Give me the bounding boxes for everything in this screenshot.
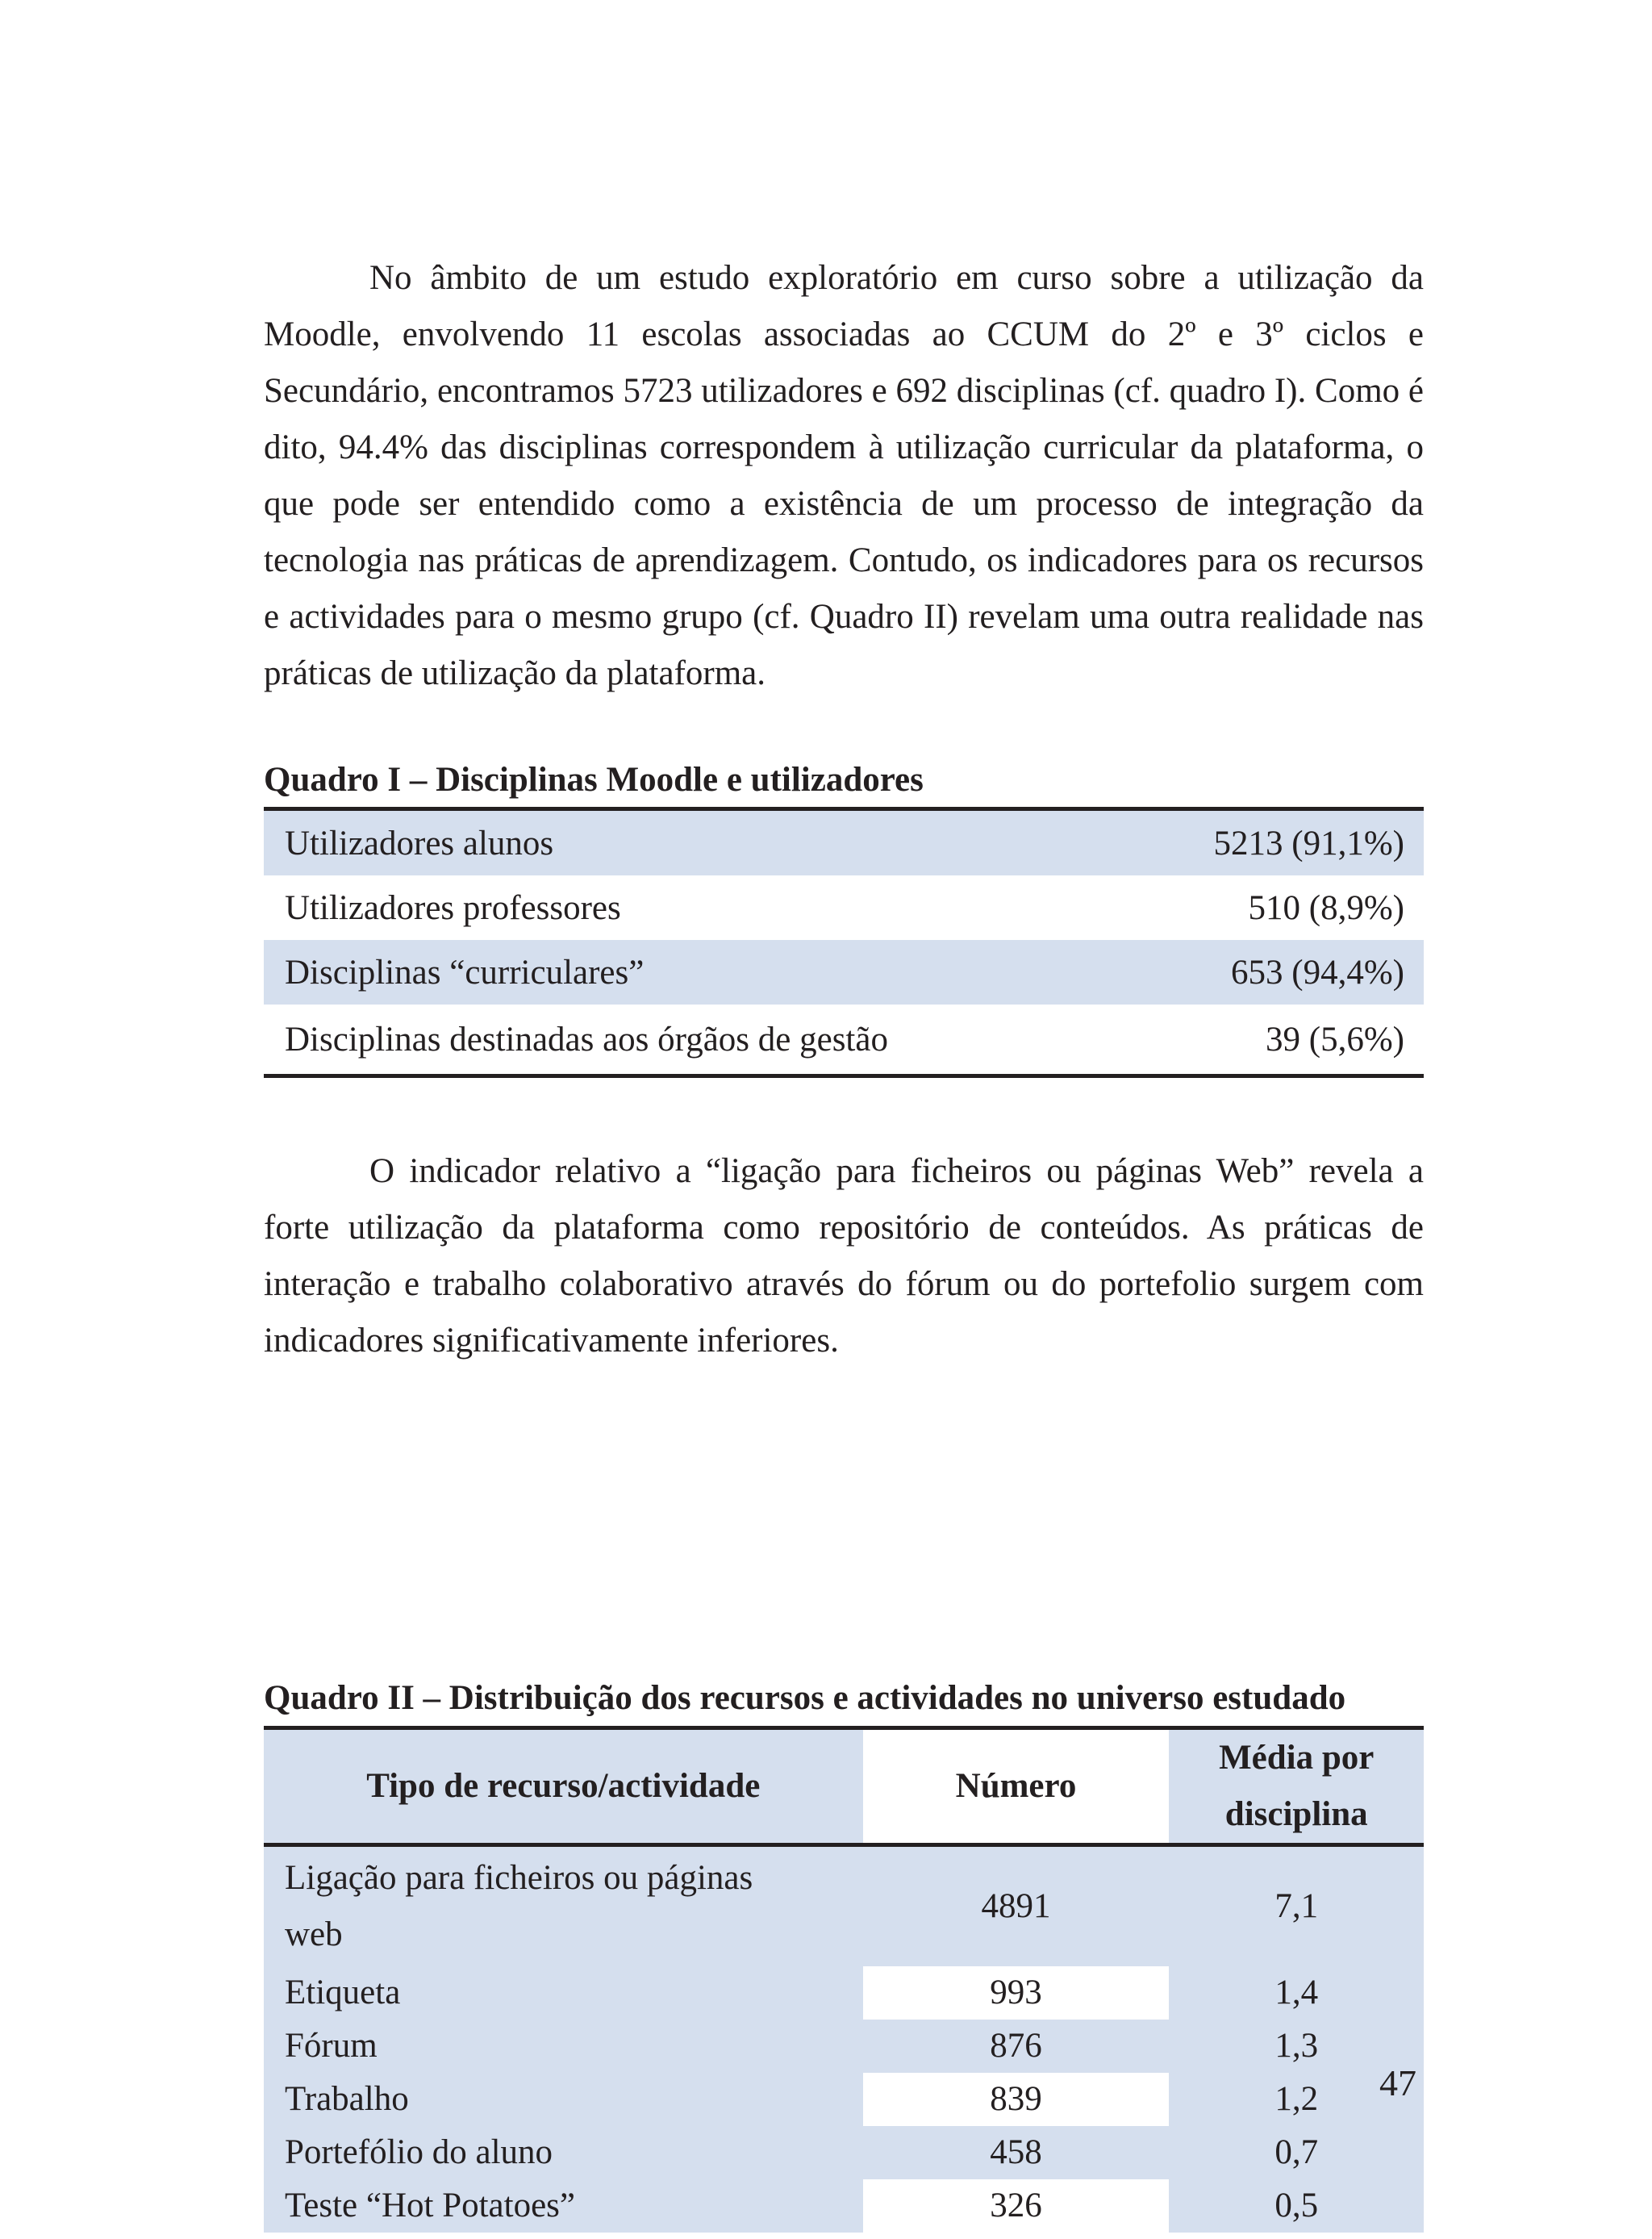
table-row — [264, 1966, 1424, 2020]
table-row — [264, 1845, 1424, 1967]
table-row — [264, 875, 1424, 940]
page-number: 47 — [1379, 2062, 1416, 2103]
row-value: 39 (5,6%) — [1266, 1020, 1404, 1059]
cell-media: 0,5 — [1169, 2179, 1424, 2233]
cell-tipo-text: Ligação para ficheiros ou páginas web — [285, 1859, 753, 1953]
row-label: Utilizadores professores — [285, 888, 621, 927]
table-row — [264, 2073, 1424, 2126]
paragraph-1: No âmbito de um estudo exploratório em curso sobre a utilização da Moodle, envolvendo 11 escolas associadas ao CCUM do 2º e 3º ciclos e Secundário, encontramos 5723 utilizadores e 692 disciplinas (cf. quadro I). Como é dito, 94.4% das disciplinas correspondem à utilização curricular da plataforma, o que pode ser entendido como a existência de um processo de integração da tecnologia nas práticas de aprendizagem. Contudo, os indicadores para os recursos e actividades para o mesmo grupo (cf. Quadro II) revelam uma outra realidade nas práticas de utilização da plataforma. — [264, 259, 1424, 692]
header-media — [1169, 1728, 1424, 1845]
cell-media: 1,4 — [1169, 1966, 1424, 2020]
cell-media: 1,2 — [1169, 2073, 1424, 2126]
cell-numero: 876 — [863, 2020, 1170, 2073]
cell-tipo: Trabalho — [264, 2073, 863, 2126]
header-media-line2: disciplina — [1224, 1795, 1368, 1833]
cell-numero: 458 — [863, 2126, 1170, 2179]
quadro-1-caption: Quadro I – Disciplinas Moodle e utilizadores — [264, 761, 924, 799]
table-row — [264, 940, 1424, 1005]
cell-numero: 839 — [863, 2073, 1170, 2126]
header-numero: Número — [863, 1728, 1170, 1845]
quadro-2-table — [264, 1726, 1424, 2233]
row-value: 510 (8,9%) — [1248, 888, 1404, 927]
table-row — [264, 2020, 1424, 2073]
table-row — [264, 1005, 1424, 1074]
row-value: 653 (94,4%) — [1231, 953, 1404, 992]
row-label: Disciplinas destinadas aos órgãos de gestão — [285, 1020, 888, 1059]
table-header-row — [264, 1728, 1424, 1845]
paragraph-2-wrapper — [264, 1143, 1424, 1369]
quadro-1-table — [264, 807, 1424, 1078]
header-media-line1: Média por — [1219, 1739, 1375, 1777]
cell-tipo: Portefólio do aluno — [264, 2126, 863, 2179]
cell-media: 7,1 — [1169, 1845, 1424, 1967]
paragraph-2: O indicador relativo a “ligação para ficheiros ou páginas Web” revela a forte utilização da plataforma como repositório de conteúdos. As práticas de interação e trabalho colaborativo através do fórum ou do portefolio surgem com indicadores significativamente inferiores. — [264, 1152, 1424, 1360]
table-row — [264, 2179, 1424, 2233]
cell-tipo: Teste “Hot Potatoes” — [264, 2179, 863, 2233]
cell-tipo: Etiqueta — [264, 1966, 863, 2020]
header-tipo: Tipo de recurso/actividade — [264, 1728, 863, 1845]
row-label: Utilizadores alunos — [285, 824, 554, 863]
table-row — [264, 2126, 1424, 2179]
quadro-2-caption: Quadro II – Distribuição dos recursos e actividades no universo estudado — [264, 1679, 1346, 1717]
cell-numero: 4891 — [863, 1845, 1170, 1967]
table-row — [264, 811, 1424, 875]
cell-media: 1,3 — [1169, 2020, 1424, 2073]
cell-tipo — [264, 1845, 863, 1967]
cell-numero: 993 — [863, 1966, 1170, 2020]
cell-media: 0,7 — [1169, 2126, 1424, 2179]
row-value: 5213 (91,1%) — [1213, 824, 1404, 863]
cell-numero: 326 — [863, 2179, 1170, 2233]
cell-tipo: Fórum — [264, 2020, 863, 2073]
row-label: Disciplinas “curriculares” — [285, 953, 645, 992]
